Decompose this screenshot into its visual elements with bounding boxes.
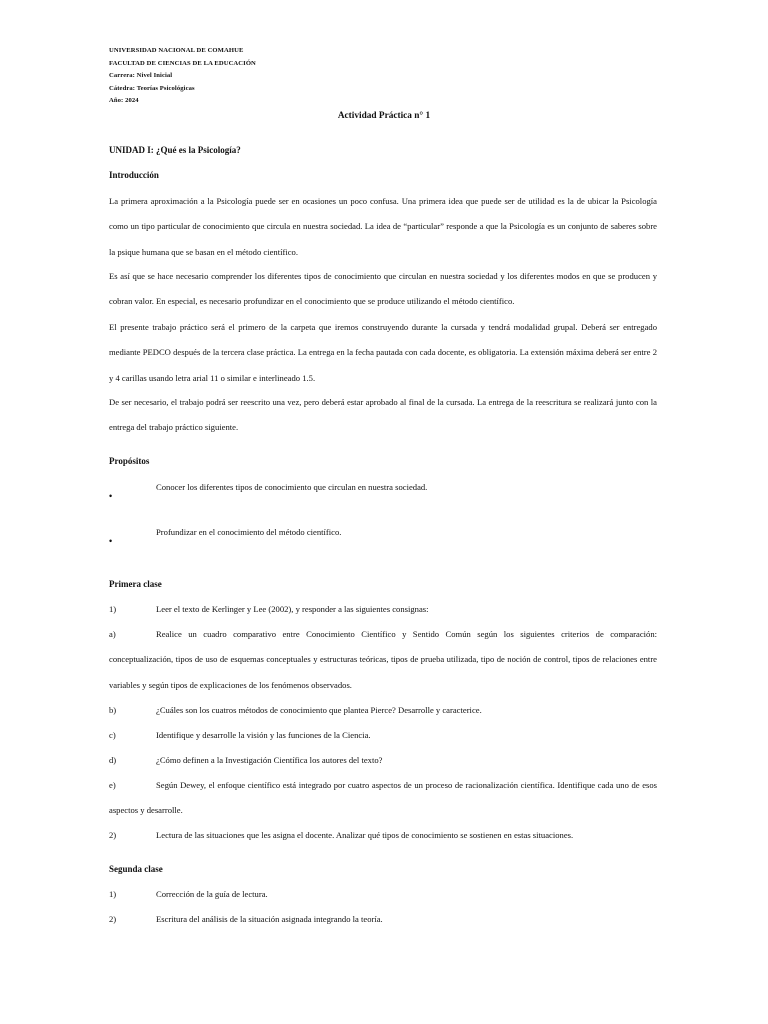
list-item-label: 1) [109,604,117,614]
faculty-name: FACULTAD DE CIENCIAS DE LA EDUCACIÓN [109,60,256,67]
list-item [109,698,657,723]
first-class-heading: Primera clase [109,579,162,589]
intro-paragraph-2: Es así que se hace necesario comprender los diferentes tipos de conocimiento que circulan en nuestra sociedad y los diferentes modos en que se producen y cobran valor. En especial, es necesario profundizar en el conocimiento que se produce utilizando el método científico. [109,271,657,307]
list-item-label: d) [109,755,117,765]
second-class-heading: Segunda clase [109,864,163,874]
list-item-text: Lectura de las situaciones que les asigna el docente. Analizar qué tipos de conocimiento se sostienen en estas situaciones. [156,830,574,840]
list-item [109,622,657,698]
list-item-label: c) [109,730,116,740]
list-item-text: Identifique y desarrolle la visión y las funciones de la Ciencia. [156,730,371,740]
list-item-label: e) [109,780,116,790]
intro-paragraph-1: La primera aproximación a la Psicología puede ser en ocasiones un poco confusa. Una primera idea que puede ser de utilidad es la de ubicar la Psicología como un tipo particular de conocimiento que circula en nuestra sociedad. La idea de “particular” responde a que la Psicología es un conjunto de saberes sobre la psique humana que se basan en el método científico. [109,196,657,257]
chair-line: Cátedra: Teorías Psicológicas [109,85,195,92]
list-item-text: ¿Cómo definen a la Investigación Científica los autores del texto? [156,755,383,765]
list-item [109,748,657,773]
purpose-item-1: Conocer los diferentes tipos de conocimiento que circulan en nuestra sociedad. [156,482,428,492]
list-item [109,907,657,932]
list-item [109,882,657,907]
purpose-item-2: Profundizar en el conocimiento del método científico. [156,527,342,537]
year-line: Año: 2024 [109,97,139,104]
list-item-label: a) [109,629,116,639]
intro-paragraph-4: De ser necesario, el trabajo podrá ser reescrito una vez, pero deberá estar aprobado al final de la cursada. La entrega de la reescritura se realizará junto con la entrega del trabajo práctico siguiente. [109,397,657,433]
career-line: Carrera: Nivel Inicial [109,72,173,79]
list-item-label: 1) [109,889,117,899]
list-item [109,773,657,824]
list-item-text: Realice un cuadro comparativo entre Conocimiento Científico y Sentido Común según los siguientes criterios de comparación: conceptualización, tipos de uso de esquemas conceptuales y estructuras teóricas, tipos de prueba utilizada, tipo de noción de control, tipos de relaciones entre variables y según tipos de explicaciones de los fenómenos observados. [109,629,657,690]
intro-paragraph-3: El presente trabajo práctico será el primero de la carpeta que iremos construyendo durante la cursada y tendrá modalidad grupal. Deberá ser entregado mediante PEDCO después de la tercera clase práctica. La entrega en la fecha pautada con cada docente, es obligatoria. La extensión máxima deberá ser entre 2 y 4 carillas usando letra arial 11 o similar e interlineado 1.5. [109,322,657,383]
list-item-text: Corrección de la guía de lectura. [156,889,268,899]
bullet-icon: • [109,491,113,501]
list-item-text: Leer el texto de Kerlinger y Lee (2002), y responder a las siguientes consignas: [156,604,429,614]
list-item-label: 2) [109,830,117,840]
list-item [109,723,657,748]
unit-heading: UNIDAD I: ¿Qué es la Psicología? [109,145,241,155]
intro-heading: Introducción [109,170,159,180]
list-item-text: Según Dewey, el enfoque científico está integrado por cuatro aspectos de un proceso de racionalización científica. Identifique cada uno de esos aspectos y desarrolle. [109,780,657,816]
list-item-text: ¿Cuáles son los cuatros métodos de conocimiento que plantea Pierce? Desarrolle y caracterice. [156,705,482,715]
university-name: UNIVERSIDAD NACIONAL DE COMAHUE [109,47,244,54]
list-item-label: 2) [109,914,117,924]
list-item-text: Escritura del análisis de la situación asignada integrando la teoría. [156,914,383,924]
list-item-label: b) [109,705,117,715]
bullet-icon: • [109,536,113,546]
list-item [109,823,657,848]
list-item [109,597,657,622]
purposes-heading: Propósitos [109,456,150,466]
document-title: Actividad Práctica n° 1 [337,111,431,121]
